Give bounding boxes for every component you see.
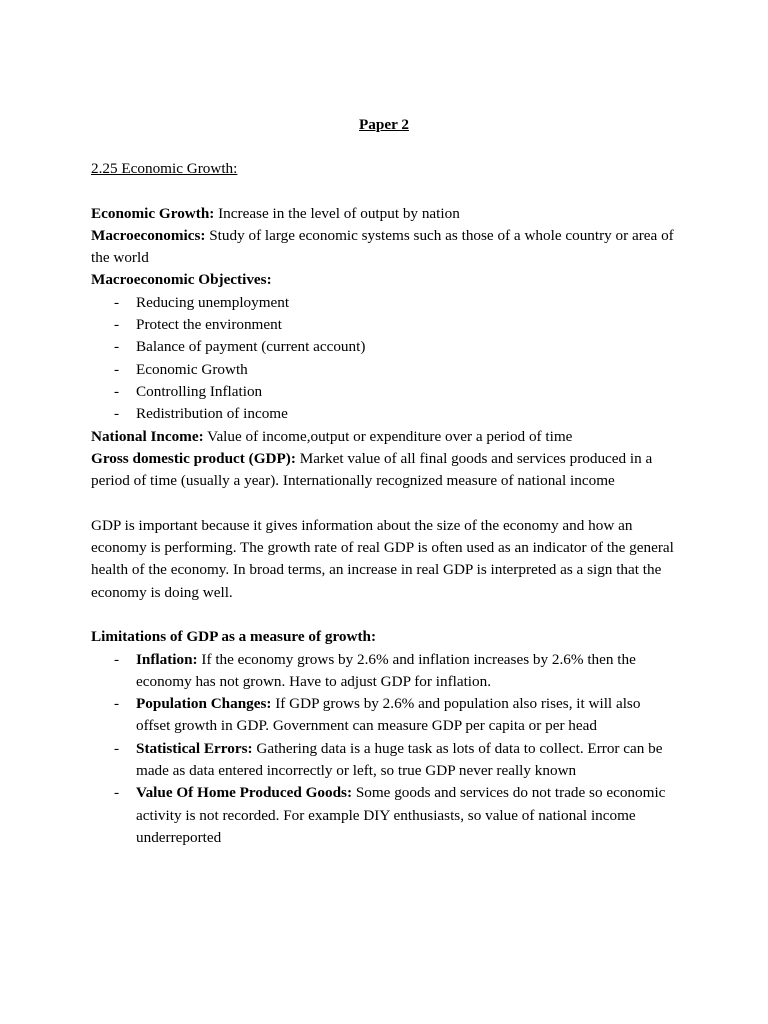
- definition-national-income: [91, 426, 677, 448]
- limitation-term: Inflation:: [136, 650, 198, 668]
- objectives-heading: Macroeconomic Objectives:: [91, 271, 272, 289]
- list-item: [91, 381, 677, 403]
- list-item: [91, 336, 677, 358]
- list-item-text: Balance of payment (current account): [136, 338, 366, 356]
- definition-term: Economic Growth:: [91, 204, 215, 222]
- limitation-text: Gathering data is a huge task as lots of data to collect. Error can be made as data entered incorrectly or left, so true GDP never really known: [136, 739, 663, 780]
- list-item-text: Reducing unemployment: [136, 293, 290, 311]
- list-marker: -: [114, 784, 120, 802]
- list-item: [91, 738, 677, 783]
- definition-term: National Income:: [91, 427, 204, 445]
- document-body: [91, 158, 677, 849]
- objectives-list: [91, 292, 677, 426]
- definition-term: Gross domestic product (GDP):: [91, 449, 296, 467]
- list-item: [91, 782, 677, 849]
- definition-macroeconomics: [91, 225, 677, 270]
- definition-text: Value of income,output or expenditure over a period of time: [203, 427, 573, 445]
- limitations-heading: Limitations of GDP as a measure of growth:: [91, 628, 377, 646]
- list-item-text: Controlling Inflation: [136, 382, 263, 400]
- gdp-paragraph: GDP is important because it gives information about the size of the economy and how an economy is performing. The growth rate of real GDP is often used as an indicator of the general health of the economy. In broad terms, an increase in real GDP is interpreted as a sign that the economy is doing well.: [91, 516, 674, 601]
- list-item: [91, 649, 677, 694]
- list-item-text: Protect the environment: [136, 316, 282, 334]
- list-marker: -: [114, 316, 120, 334]
- definition-text: Increase in the level of output by nation: [214, 204, 460, 222]
- definition-text: Market value of all final goods and services produced in a period of time (usually a year). Internationally recognized measure of national income: [91, 449, 653, 490]
- section-heading: 2.25 Economic Growth:: [91, 160, 238, 177]
- list-item: [91, 403, 677, 425]
- list-marker: -: [114, 382, 120, 400]
- list-marker: -: [114, 293, 120, 311]
- list-item: [91, 292, 677, 314]
- list-marker: -: [114, 360, 120, 378]
- list-item: [91, 359, 677, 381]
- list-marker: -: [114, 405, 120, 423]
- limitations-list: [91, 649, 677, 850]
- list-item-text: Redistribution of income: [136, 405, 288, 423]
- list-item: [91, 314, 677, 336]
- page-title: Paper 2: [359, 116, 409, 133]
- list-item-text: Economic Growth: [136, 360, 248, 378]
- definition-text: Study of large economic systems such as those of a whole country or area of the world: [91, 226, 674, 267]
- limitation-text: If the economy grows by 2.6% and inflation increases by 2.6% then the economy has not grown. Have to adjust GDP for inflation.: [136, 650, 636, 690]
- definition-economic-growth: [91, 203, 677, 225]
- definition-gdp: [91, 448, 677, 493]
- limitation-term: Population Changes:: [136, 695, 272, 713]
- list-marker: -: [114, 338, 120, 356]
- list-marker: -: [114, 650, 120, 668]
- limitation-text: If GDP grows by 2.6% and population also rises, it will also offset growth in GDP. Government can measure GDP per capita or per head: [136, 695, 641, 735]
- spacer: [91, 604, 677, 626]
- definition-term: Macroeconomics:: [91, 226, 206, 244]
- spacer: [91, 492, 677, 514]
- list-item: [91, 693, 677, 738]
- list-marker: -: [114, 695, 120, 713]
- limitation-text: Some goods and services do not trade so economic activity is not recorded. For example DIY enthusiasts, so value of national income underreported: [136, 784, 666, 846]
- list-marker: -: [114, 739, 120, 757]
- limitation-term: Statistical Errors:: [136, 739, 253, 757]
- limitation-term: Value Of Home Produced Goods:: [136, 784, 353, 802]
- spacer: [91, 180, 677, 202]
